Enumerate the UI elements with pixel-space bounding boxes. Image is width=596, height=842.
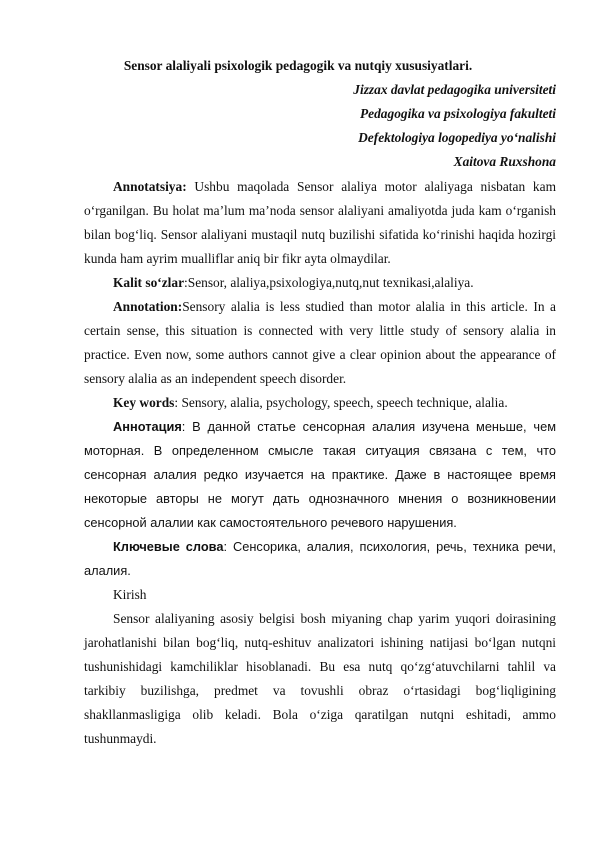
affiliation-program: Defektologiya logopediya yo‘nalishi [358,130,556,145]
klyuchevye-slova-text: : Сенсорика, алалия, психология, речь, техника речи, алалия. [84,539,556,578]
key-words-label: Key words [113,395,175,410]
annotatsiya-paragraph [84,175,556,271]
annotaciya-ru-text: : В данной статье сенсорная алалия изучена меньше, чем моторная. В определенном смысле такая ситуация связана с тем, что сенсорная алалия редко изучается на практике. Даже в настоящее время некоторые авторы не могут дать однозначного мнения о возникновении сенсорной алалии как самостоятельного речевого нарушения. [84,419,556,530]
annotatsiya-text: Ushbu maqolada Sensor alaliya motor alaliyaga nisbatan kam o‘rganilgan. Bu holat ma’lum ma’noda sensor alaliyani amaliyotda juda kam o‘rganish bilan bog‘liq. Sensor alaliyani mustaqil nutq buzilishi sifatida ko‘rinishi haqida hozirgi kunda ham ayrim mualliflar aniq bir fikr ayta olmaydilar. [84,179,556,266]
kalit-sozlar-paragraph [84,271,556,295]
affiliation-university: Jizzax davlat pedagogika universiteti [353,82,556,97]
klyuchevye-slova-paragraph [84,535,556,583]
annotatsiya-label: Annotatsiya: [113,179,187,194]
kalit-sozlar-label: Kalit so‘zlar [113,275,185,290]
annotaciya-ru-paragraph [84,415,556,535]
annotation-label: Annotation: [113,299,183,314]
kalit-sozlar-text: :Sensor, alaliya,psixologiya,nutq,nut texnikasi,alaliya. [184,275,474,290]
annotation-text: Sensory alalia is less studied than motor alalia in this article. In a certain sense, this situation is connected with very little study of sensory alalia in practice. Even now, some authors cannot give a clear opinion about the appearance of sensory alalia as an independent speech disorder. [84,299,556,386]
key-words-text: : Sensory, alalia, psychology, speech, speech technique, alalia. [174,395,508,410]
annotation-paragraph [84,295,556,391]
affiliation-faculty: Pedagogika va psixologiya fakulteti [359,106,556,121]
kirish-heading: Kirish [113,587,147,602]
author-name: Xaitova Ruxshona [453,154,556,169]
key-words-paragraph [84,391,556,415]
annotaciya-ru-label: Аннотация [113,419,182,434]
klyuchevye-slova-label: Ключевые слова [113,539,224,554]
article-title: Sensor alaliyali psixologik pedagogik va nutqiy xususiyatlari. [123,58,473,73]
kirish-paragraph: Sensor alaliyaning asosiy belgisi bosh miyaning chap yarim yuqori doirasining jarohatlanishi bilan bog‘liq, nutq-eshituv analizatori ishining natijasi bo‘lgan nutqni tushunishidagi kamchiliklar hisoblanadi. Bu esa nutq qo‘zg‘atuvchilarni tahlil va tarkibiy buzilishga, predmet va tovushli obraz o‘rtasidagi bog‘liqligining shakllanmasligiga olib keladi. Bola o‘ziga qaratilgan nutqni eshitadi, ammo tushunmaydi. [84,611,556,746]
